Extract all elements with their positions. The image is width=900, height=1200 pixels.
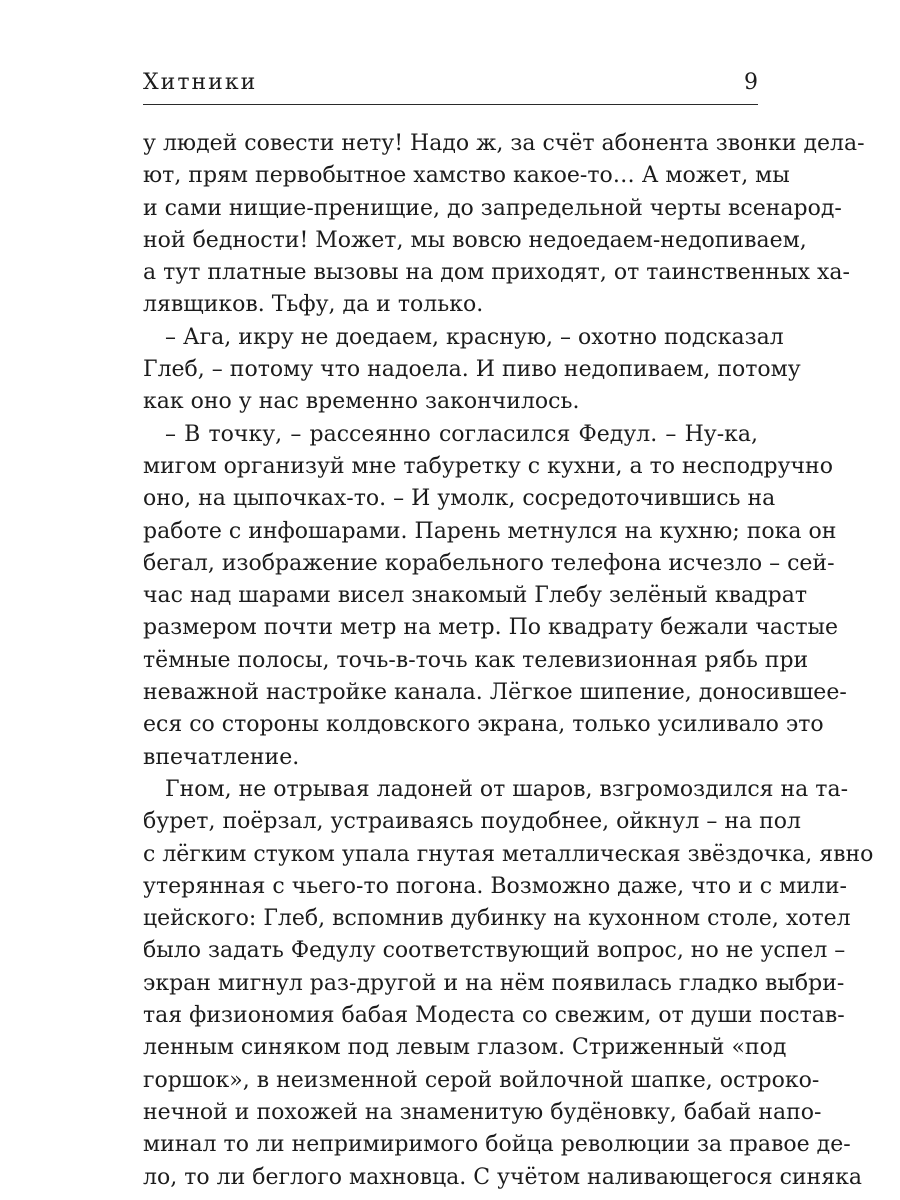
body-text bbox=[143, 128, 874, 1194]
text-line: оно, на цыпочках-то. – И умолк, сосредоточившись на bbox=[143, 486, 776, 512]
text-line: горшок», в неизменной серой войлочной шапке, остроко- bbox=[143, 1067, 820, 1093]
text-line: бегал, изображение корабельного телефона исчезло – сей- bbox=[143, 550, 835, 576]
text-line: лявщиков. Тьфу, да и только. bbox=[143, 292, 484, 318]
text-line: как оно у нас временно закончилось. bbox=[143, 389, 580, 415]
text-line: ло, то ли беглого махновца. С учётом наливающегося синяка bbox=[143, 1164, 862, 1190]
text-line: утерянная с чьего-то погона. Возможно даже, что и с мили- bbox=[143, 873, 847, 899]
text-line: час над шарами висел знакомый Глебу зелёный квадрат bbox=[143, 583, 807, 609]
text-line: работе с инфошарами. Парень метнулся на кухню; пока он bbox=[143, 518, 837, 544]
text-line: бурет, поёрзал, устраиваясь поудобнее, ойкнул – на пол bbox=[143, 809, 801, 835]
text-line: экран мигнул раз-другой и на нём появилась гладко выбри- bbox=[143, 970, 845, 996]
text-line: с лёгким стуком упала гнутая металлическая звёздочка, явно bbox=[143, 841, 874, 867]
text-line: Глеб, – потому что надоела. И пиво недопиваем, потому bbox=[143, 357, 801, 383]
text-line: тая физиономия бабая Модеста со свежим, от души постав- bbox=[143, 1003, 845, 1029]
text-line: минал то ли непримиримого бойца революции за правое де- bbox=[143, 1132, 851, 1158]
page-number: 9 bbox=[744, 70, 758, 95]
text-line: Гном, не отрывая ладоней от шаров, взгромоздился на та- bbox=[165, 776, 848, 802]
running-title: Хитники bbox=[143, 70, 258, 95]
text-line: – Ага, икру не доедаем, красную, – охотно подсказал bbox=[165, 324, 784, 350]
text-line: еся со стороны колдовского экрана, только усиливало это bbox=[143, 712, 824, 738]
text-line: мигом организуй мне табуретку с кухни, а то несподручно bbox=[143, 453, 833, 479]
text-line: ют, прям первобытное хамство какое-то… А может, мы bbox=[143, 163, 790, 189]
text-line: тёмные полосы, точь-в-точь как телевизионная рябь при bbox=[143, 647, 809, 673]
text-line: ленным синяком под левым глазом. Стриженный «под bbox=[143, 1035, 787, 1061]
text-line: у людей совести нету! Надо ж, за счёт абонента звонки дела- bbox=[143, 131, 865, 156]
text-line: нечной и похожей на знаменитую будёновку, бабай напо- bbox=[143, 1099, 822, 1125]
running-header bbox=[143, 64, 758, 105]
text-line: – В точку, – рассеянно согласился Федул. – Ну-ка, bbox=[165, 421, 758, 447]
text-line: цейского: Глеб, вспомнив дубинку на кухонном столе, хотел bbox=[143, 906, 851, 932]
text-line: неважной настройке канала. Лёгкое шипение, доносившее- bbox=[143, 680, 847, 706]
text-line: впечатление. bbox=[143, 744, 300, 770]
text-line: размером почти метр на метр. По квадрату бежали частые bbox=[143, 615, 839, 641]
text-line: было задать Федулу соответствующий вопрос, но не успел – bbox=[143, 938, 846, 964]
text-line: ной бедности! Может, мы вовсю недоедаем-недопиваем, bbox=[143, 227, 807, 253]
text-line: и сами нищие-пренищие, до запредельной черты всенарод- bbox=[143, 195, 842, 221]
text-line: а тут платные вызовы на дом приходят, от таинственных ха- bbox=[143, 260, 850, 286]
